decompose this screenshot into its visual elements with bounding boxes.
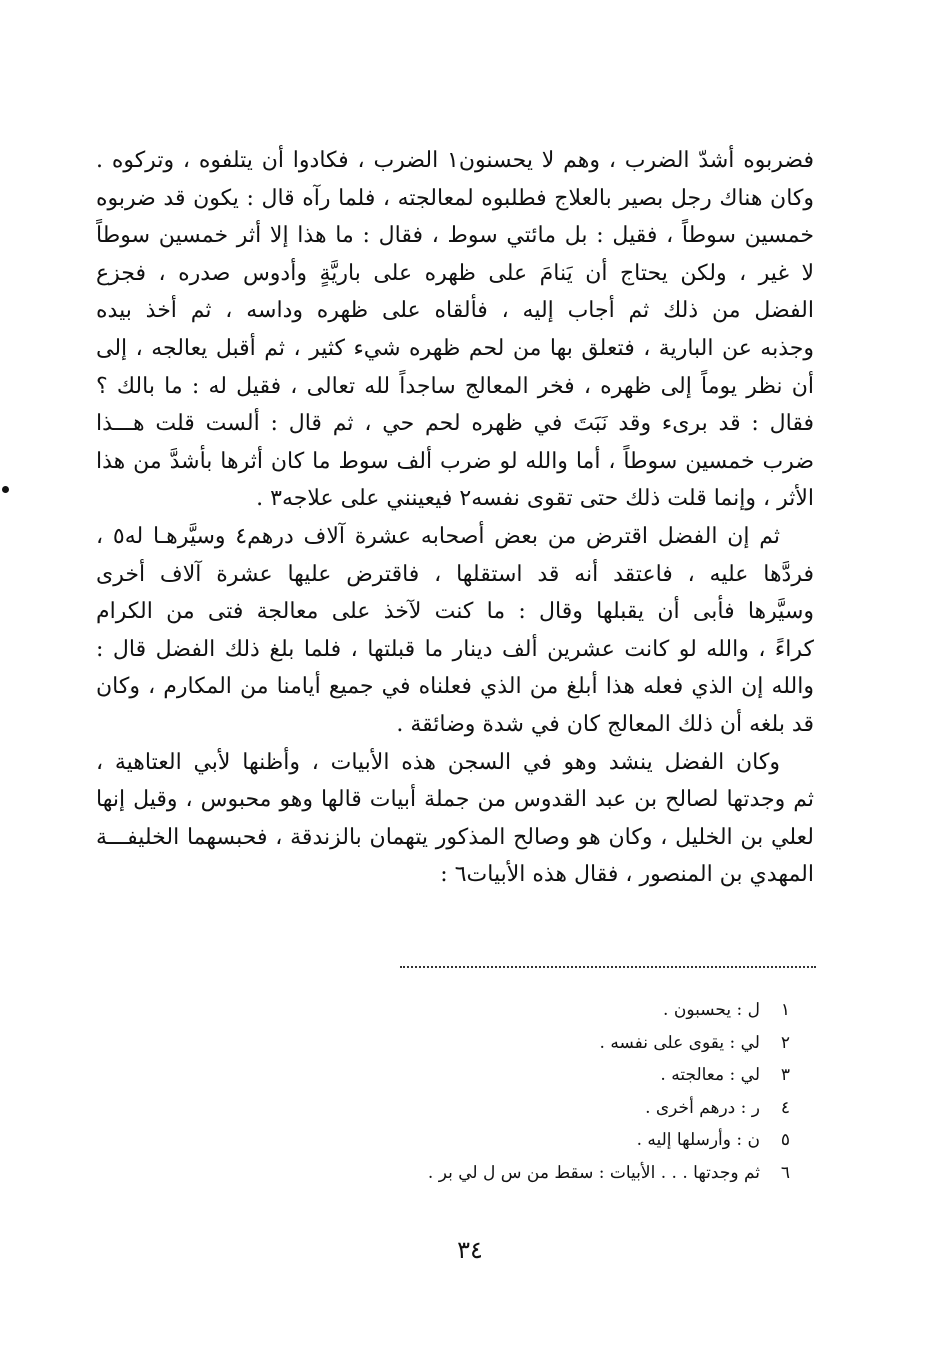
page-number: ٣٤ <box>457 1236 483 1264</box>
text-line: لا غير ، ولكن يحتاج أن يَنامَ على ظهره على باريَّةٍ وأدوس صدره ، فجزع <box>96 260 814 286</box>
text-line: لعلي بن الخليل ، وكان هو وصالح المذكور يتهمان بالزندقة ، فحبسهما الخليفـــة <box>96 824 814 850</box>
footnote <box>380 994 790 1027</box>
footnote-text: ر : درهم أخرى . <box>645 1097 760 1118</box>
footnote <box>380 1157 790 1190</box>
footnote <box>380 1124 790 1157</box>
text-line: وجذبه عن البارية ، فتعلق بها من لحم ظهره شيء كثير ، ثم أقبل يعالجه ، إلى <box>96 335 814 361</box>
footnote-number: ٥ <box>780 1130 790 1151</box>
footnotes <box>380 994 790 1190</box>
text-line: وكان هناك رجل بصير بالعلاج فطلبوه لمعالجته ، فلما رآه قال : يكون قد ضربوه <box>96 185 814 211</box>
text-line: وسيَّرها فأبى أن يقبلها وقال : ما كنت لآخذ على معالجة فتى من الكرام <box>96 599 814 625</box>
text-line: فضربوه أشدّ الضرب ، وهم لا يحسنون١ الضرب ، فكادوا أن يتلفوه ، وتركوه . <box>96 148 814 173</box>
text-line: فقال : قد برىء وقد نَبَتَ في ظهره لحم حي ، ثم قال : ألست قلت هـــذا <box>96 411 814 437</box>
footnote-text: ل : يحسبون . <box>663 1000 760 1020</box>
text-line: ثم وجدتها لصالح بن عبد القدوس من جملة أبيات قالها وهو محبوس ، وقيل إنها <box>96 787 814 813</box>
text-line: الأثر ، وإنما قلت ذلك حتى تقوى نفسه٢ فيعينني على علاجه٣ . <box>256 486 814 512</box>
text-line: كراءً ، والله لو كانت عشرين ألف دينار ما قبلتها ، فلما بلغ ذلك الفضل قال : <box>96 636 814 662</box>
text-line: والله إن الذي فعله هذا أبلغ من الذي فعلناه في جميع أيامنا من المكارم ، وكان <box>96 674 814 700</box>
footnote-text: ثم وجدتها . . . الأبيات : سقط من س ل لي بر . <box>427 1162 760 1183</box>
main-text <box>96 142 814 894</box>
text-line: أن نظر يوماً إلى ظهره ، فخر المعالج ساجداً لله تعالى ، فقيل له : ما بالك ؟ <box>96 373 814 399</box>
text-line: ثم إن الفضل اقترض من بعض أصحابه عشرة آلاف درهم٤ وسيَّرهـا له٥ ، <box>96 523 780 549</box>
footnote-number: ١ <box>780 1000 790 1020</box>
footnote <box>380 1059 790 1092</box>
text-line: المهدي بن المنصور ، فقال هذه الأبيات٦ : <box>440 862 814 888</box>
text-line: الفضل من ذلك ثم أجاب إليه ، فألقاه على ظهره وداسه ، ثم أخذ بيده <box>96 298 814 324</box>
footnote-number: ٦ <box>780 1162 790 1183</box>
text-line: خمسين سوطاً ، فقيل : بل مائتي سوط ، فقال : ما هذا إلا أثر خمسين سوطاً <box>96 223 814 249</box>
footnote-text: ن : وأرسلها إليه . <box>636 1130 760 1151</box>
footnote-number: ٢ <box>780 1032 790 1053</box>
text-line: ضرب خمسين سوطاً ، أما والله لو ضرب ألف سوط ما كان أثرها بأشدَّ من هذا <box>96 448 814 474</box>
footnote-text: لي : يقوى على نفسه . <box>599 1032 760 1053</box>
text-line: قد بلغه أن ذلك المعالج كان في شدة وضائقة . <box>396 711 814 737</box>
footnote-text: لي : معالجته . <box>660 1065 760 1086</box>
footnote-separator <box>400 966 816 968</box>
footnote <box>380 1092 790 1125</box>
footnote-number: ٣ <box>780 1065 790 1086</box>
margin-mark <box>2 486 9 493</box>
footnote-number: ٤ <box>780 1097 790 1118</box>
text-line: فردَّها عليه ، فاعتقد أنه قد استقلها ، فاقترض عليها عشرة آلاف أخرى <box>96 561 814 587</box>
text-line: وكان الفضل ينشد وهو في السجن هذه الأبيات ، وأظنها لأبي العتاهية ، <box>96 749 780 775</box>
footnote <box>380 1027 790 1060</box>
